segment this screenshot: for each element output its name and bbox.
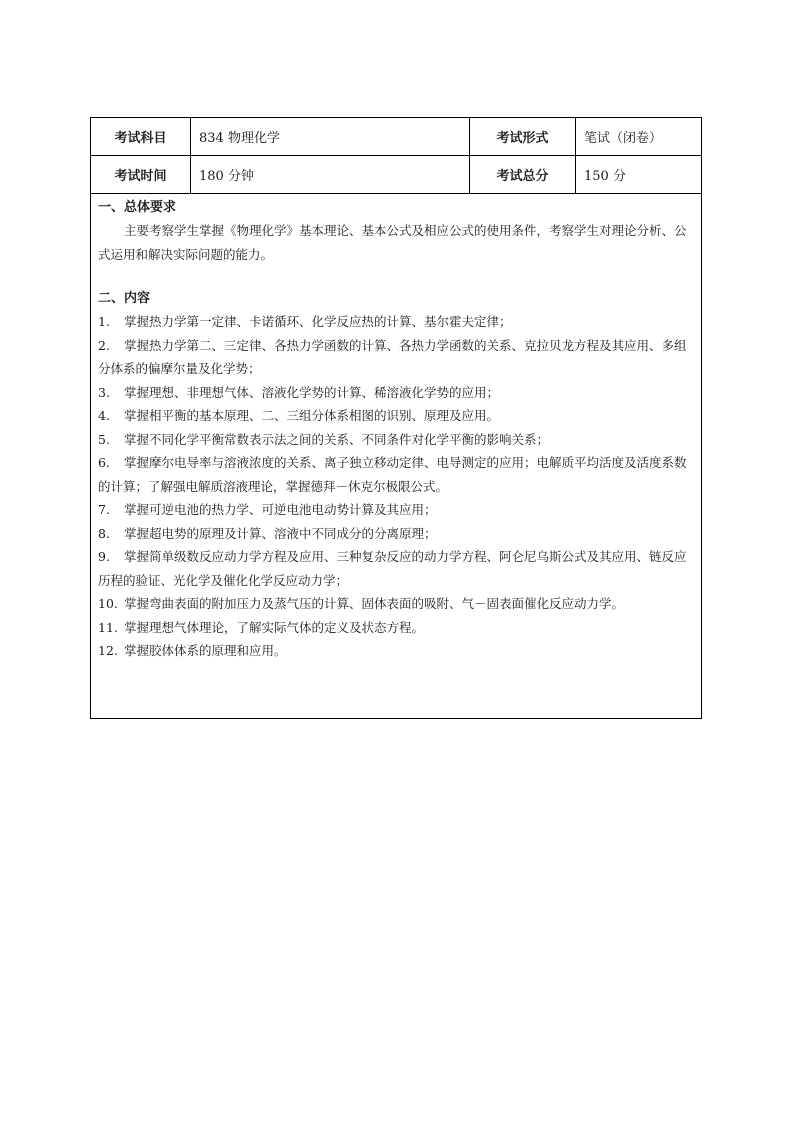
list-item bbox=[98, 639, 698, 663]
list-item bbox=[98, 522, 698, 546]
form-label: 考试形式 bbox=[470, 118, 576, 155]
list-item bbox=[98, 428, 698, 452]
syllabus-content bbox=[91, 194, 701, 663]
subject-value: 834 物理化学 bbox=[191, 118, 470, 155]
item-number: 1. bbox=[98, 314, 110, 329]
item-text: 掌握相平衡的基本原理、二、三组分体系相图的识别、原理及应用。 bbox=[124, 408, 500, 423]
list-item bbox=[98, 545, 698, 592]
table-row bbox=[91, 156, 701, 194]
time-value: 180 分钟 bbox=[191, 156, 470, 193]
item-text: 掌握可逆电池的热力学、可逆电池电动势计算及其应用； bbox=[124, 502, 437, 517]
score-label: 考试总分 bbox=[470, 156, 576, 193]
list-item bbox=[98, 616, 698, 640]
item-text: 掌握胶体体系的原理和应用。 bbox=[124, 643, 287, 658]
exam-info-table bbox=[90, 117, 702, 719]
item-number: 6. bbox=[98, 455, 110, 470]
list-item bbox=[98, 592, 698, 616]
time-label: 考试时间 bbox=[91, 156, 191, 193]
section-heading-content: 二、内容 bbox=[98, 291, 151, 306]
item-number: 3. bbox=[98, 384, 110, 400]
table-row bbox=[91, 118, 701, 156]
form-value: 笔试（闭卷） bbox=[584, 131, 663, 146]
general-requirements-text: 主要考察学生掌握《物理化学》基本理论、基本公式及相应公式的使用条件，考察学生对理论分析、公式运用和解决实际问题的能力。 bbox=[98, 223, 687, 262]
item-number: 9. bbox=[98, 549, 110, 564]
item-number: 12. bbox=[98, 643, 118, 658]
content-list bbox=[98, 310, 698, 663]
list-item bbox=[98, 498, 698, 522]
score-value: 150 分 bbox=[584, 169, 626, 184]
item-number: 2. bbox=[98, 337, 110, 353]
item-number: 10. bbox=[98, 596, 118, 611]
item-text: 掌握超电势的原理及计算、溶液中不同成分的分离原理； bbox=[124, 525, 437, 541]
item-text: 掌握理想、非理想气体、溶液化学势的计算、稀溶液化学势的应用； bbox=[124, 384, 500, 400]
subject-label: 考试科目 bbox=[91, 118, 191, 155]
item-text: 掌握简单级数反应动力学方程及应用、三种复杂反应的动力学方程、阿仑尼乌斯公式及其应用、链反应历程的验证、光化学及催化化学反应动力学； bbox=[98, 549, 687, 588]
item-text: 掌握热力学第一定律、卡诺循环、化学反应热的计算、基尔霍夫定律； bbox=[124, 314, 512, 329]
list-item bbox=[98, 381, 698, 405]
item-number: 5. bbox=[98, 431, 110, 447]
list-item bbox=[98, 404, 698, 428]
item-number: 7. bbox=[98, 502, 110, 517]
section-heading-general: 一、总体要求 bbox=[98, 200, 177, 215]
list-item bbox=[98, 334, 698, 381]
list-item bbox=[98, 451, 698, 498]
item-text: 掌握理想气体理论，了解实际气体的定义及状态方程。 bbox=[124, 619, 425, 635]
item-number: 4. bbox=[98, 408, 110, 423]
item-number: 8. bbox=[98, 525, 110, 541]
item-number: 11. bbox=[98, 619, 118, 635]
item-text: 掌握弯曲表面的附加压力及蒸气压的计算、固体表面的吸附、气－固表面催化反应动力学。 bbox=[124, 596, 625, 611]
item-text: 掌握热力学第二、三定律、各热力学函数的计算、各热力学函数的关系、克拉贝龙方程及其应用、多组分体系的偏摩尔量及化学势； bbox=[98, 337, 687, 376]
list-item bbox=[98, 310, 698, 334]
item-text: 掌握摩尔电导率与溶液浓度的关系、离子独立移动定律、电导测定的应用；电解质平均活度及活度系数的计算；了解强电解质溶液理论，掌握德拜－休克尔极限公式。 bbox=[98, 455, 687, 494]
item-text: 掌握不同化学平衡常数表示法之间的关系、不同条件对化学平衡的影响关系； bbox=[124, 431, 550, 447]
